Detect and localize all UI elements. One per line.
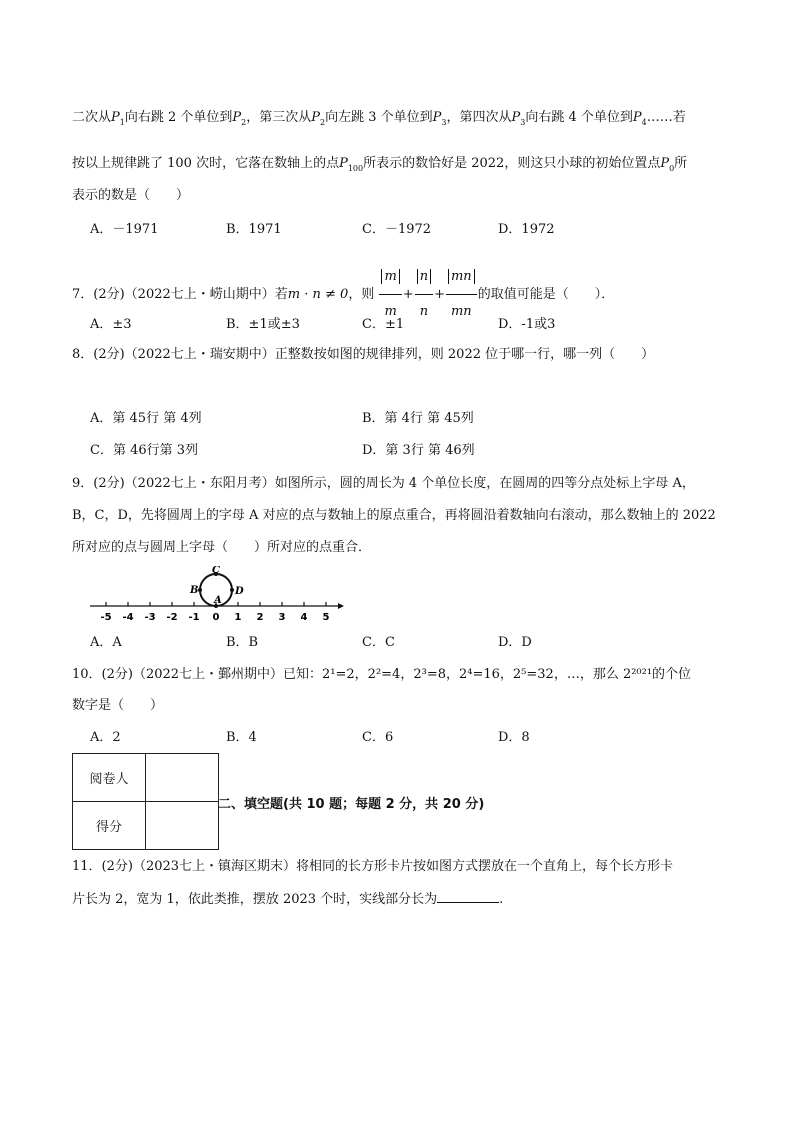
reviewer-label: 阅卷人 <box>73 754 146 802</box>
q9-option-d[interactable]: D．D <box>498 635 532 650</box>
score-field[interactable] <box>146 802 219 850</box>
q6-option-b[interactable]: B．1971 <box>226 222 282 237</box>
q7-option-b[interactable]: B．±1或±3 <box>226 317 300 332</box>
axis-tick-label: 0 <box>212 612 220 623</box>
q8-stem: 8．(2分)（2022七上・瑞安期中）正整数按如图的规律排列，则 2022 位于哪一行，哪一列（ ） <box>72 347 655 362</box>
q9-line-2: B，C，D，先将圆周上的字母 A 对应的点与数轴上的原点重合，再将圆沿着数轴向右滚动，那么数轴上的 2022 <box>72 508 716 523</box>
axis-tick-label: -3 <box>144 612 156 623</box>
q6-option-c[interactable]: C．－1972 <box>362 222 432 237</box>
axis-tick-label: 4 <box>300 612 308 623</box>
axis-tick-label: 2 <box>256 612 264 623</box>
label-a: A <box>214 595 222 606</box>
q10-option-b[interactable]: B．4 <box>226 730 257 745</box>
q6-line-3: 表示的数是（ ） <box>72 188 190 203</box>
label-c: C <box>212 566 220 576</box>
axis-tick-label: -5 <box>100 612 112 623</box>
fraction-mn: $\frac{mn}{mn}$ <box>446 260 477 329</box>
label-b: B <box>190 585 199 596</box>
answer-blank[interactable] <box>437 890 499 903</box>
q7-option-c[interactable]: C．±1 <box>362 317 405 332</box>
q11-line-1: 11．(2分)（2023七上・镇海区期末）将相同的长方形卡片按如图方式摆放在一个直角上，每个长方形卡 <box>72 859 674 874</box>
q10-line-2: 数字是（ ） <box>72 698 164 713</box>
q9-option-b[interactable]: B．B <box>226 635 259 650</box>
q9-option-a[interactable]: A．A <box>90 635 122 650</box>
q9-option-c[interactable]: C．C <box>362 635 395 650</box>
point-b <box>198 588 202 592</box>
point-d <box>230 588 234 592</box>
q6-option-a[interactable]: A．－1971 <box>90 222 159 237</box>
q8-option-a[interactable]: A．第 45行 第 4列 <box>90 411 202 426</box>
score-label: 得分 <box>73 802 146 850</box>
axis-tick-label: 5 <box>322 612 330 623</box>
fraction-m: $\frac{m}{m}$ <box>379 260 401 329</box>
number-line-figure <box>86 566 348 626</box>
section-heading: 二、填空题(共 10 题；每题 2 分，共 20 分) <box>218 797 485 812</box>
q11-line-2: 片长为 2，宽为 1，依此类推，摆放 2023 个时，实线部分长为 . <box>72 892 504 907</box>
grader-table <box>72 753 219 850</box>
axis-tick-label: -4 <box>122 612 134 623</box>
axis-tick-label: -1 <box>188 612 200 623</box>
q7-option-a[interactable]: A．±3 <box>90 317 132 332</box>
axis-tick-label: 1 <box>234 612 242 623</box>
reviewer-field[interactable] <box>146 754 219 802</box>
axis-tick-label: -2 <box>166 612 178 623</box>
q9-line-1: 9．(2分)（2022七上・东阳月考）如图所示，圆的周长为 4 个单位长度，在圆周的四等分点处标上字母 A， <box>72 476 695 491</box>
q6-option-d[interactable]: D．1972 <box>498 222 555 237</box>
q10-option-a[interactable]: A．2 <box>90 730 121 745</box>
q7-stem: 7．(2分)（2022七上・崂山期中）若m · n ≠ 0，则 $\frac{m}{m}$ + $\frac{n}{n}$ + $\frac{mn}{mn}$ 的取值可能是（ ）． <box>72 260 614 329</box>
q7-option-d[interactable]: D．-1或3 <box>498 317 556 332</box>
q10-option-d[interactable]: D．8 <box>498 730 530 745</box>
q8-option-b[interactable]: B．第 4行 第 45列 <box>362 411 474 426</box>
q10-option-c[interactable]: C．6 <box>362 730 394 745</box>
fraction-n: $\frac{n}{n}$ <box>415 260 433 329</box>
q6-line-1: 二次从$P_1$向右跳 2 个单位到$P_2$，第三次从$P_2$向左跳 3 个单位到$P_3$，第四次从$P_3$向右跳 4 个单位到$P_4\dots\dots$若 <box>72 110 686 127</box>
q9-line-3: 所对应的点与圆周上字母（ ）所对应的点重合． <box>72 540 372 555</box>
q8-option-c[interactable]: C．第 46行第 3列 <box>90 443 199 458</box>
axis-tick-label: 3 <box>278 612 286 623</box>
q7-condition: m · n ≠ 0 <box>287 287 349 302</box>
axis-arrow-icon <box>338 603 344 609</box>
q6-line-2: 按以上规律跳了 100 次时，它落在数轴上的点$P_{100}$所表示的数恰好是 2022，则这只小球的初始位置点$P_0$所 <box>72 156 688 173</box>
label-d: D <box>235 586 244 597</box>
q10-line-1: 10．(2分)（2022七上・鄞州期中）已知：2¹=2，2²=4，2³=8，2⁴=16，2⁵=32，…，那么 2²⁰²¹的个位 <box>72 667 692 682</box>
q8-option-d[interactable]: D．第 3行 第 46列 <box>362 443 475 458</box>
